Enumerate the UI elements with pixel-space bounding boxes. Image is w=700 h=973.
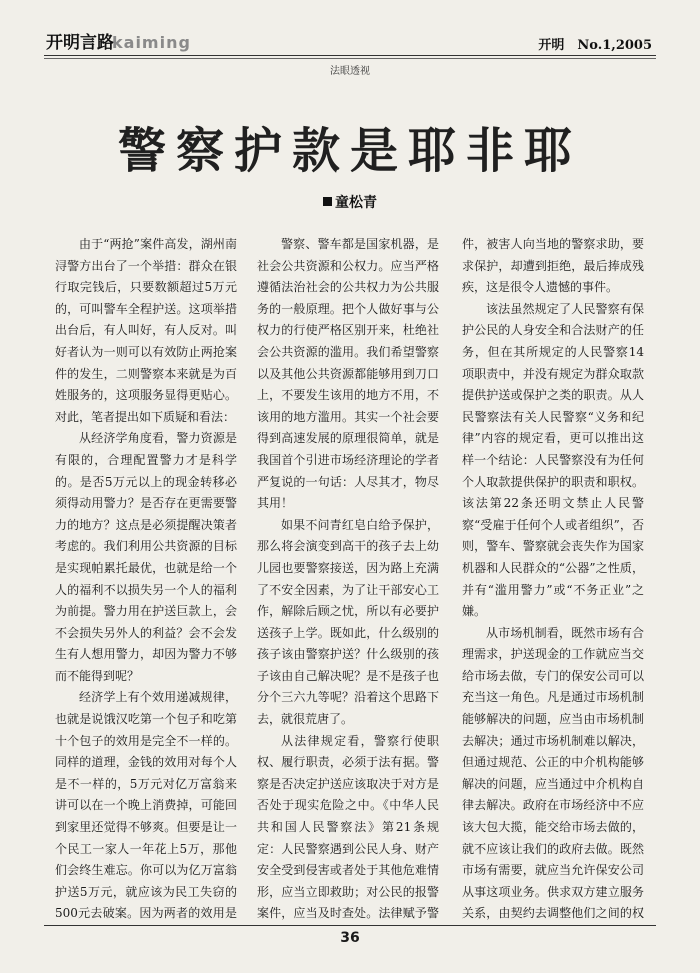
section-label: 法眼透视 (330, 66, 370, 77)
article-column-2 (257, 234, 439, 924)
author-square-icon (323, 197, 332, 206)
magazine-brand: 开明言路 (46, 33, 114, 53)
author-line (0, 192, 700, 212)
paragraph: 该法虽然规定了人民警察有保护公民的人身安全和合法财产的任务，但在其所规定的人民警察14项职责中，并没有规定为群众取款提供护送或保护之类的职责。从人民警察法有关人民警察“义务和纪律”内容的规定看，更可以推出这样一个结论：人民警察没有为任何个人取款提供保护的职责和职权。该法第22条还明文禁止人民警察“受雇于任何个人或者组织”，否则，警车、警察就会丧失作为国家机器和人民群众的“公器”之性质，并有“滥用警力”或“不务正业”之嫌。 (462, 301, 644, 619)
page-header (0, 0, 700, 58)
header-rule-thin (44, 58, 656, 59)
header-rule (44, 55, 656, 56)
article-column-1 (55, 234, 237, 924)
paragraph: 如果不问青红皂白给予保护，那么将会演变到高干的孩子去上幼儿园也要警察接送，因为路上充满了不安全因素，为了让干部安心工作，解除后顾之忧，所以有必要护送孩子上学。既如此，什么级别的孩子该由警察护送？什么级别的孩子该由自己解决呢？是不是孩子也分个三六九等呢？沿着这个思路下去，就很荒唐了。 (257, 517, 439, 727)
paragraph: 从市场机制看，既然市场有合理需求，护送现金的工作就应当交给市场去做，专门的保安公司可以充当这一角色。凡是通过市场机制能够解决的问题，应当由市场机制去解决；通过市场机制难以解决，但通过规范、公正的中介机构能够解决的问题，应当通过中介机构自律去解决。政府在市场经济中不应该大包大揽，能交给市场去做的，就不应该让我们的政府去做。既然市场有需要，就应当允许保安公司从事这项业务。供求双方建立服务关系，由契约去调整他们之间的权 (462, 625, 644, 921)
footer-rule (44, 925, 656, 926)
paragraph-continued: 件，被害人向当地的警察求助，要求保护，却遭到拒绝，最后捧成残疾，这是很令人遗憾的事件。 (462, 237, 644, 295)
issue-label: 开明 No.1,2005 (538, 38, 652, 53)
paragraph: 警察、警车都是国家机器，是社会公共资源和公权力。应当严格遵循法治社会的公共权力为公共服务的一般原理。把个人做好事与公权力的行使严格区别开来，杜绝社会公共资源的滥用。我们希望警察以及其他公共资源都能够用到刀口上，不要发生该用的地方不用，不该用的地方滥用。其实一个社会要得到高速发展的原理很简单，就是我国首个引进市场经济理论的学者严复说的一句话：人尽其才，物尽其用！ (257, 237, 439, 511)
magazine-brand-en: kaiming (112, 33, 191, 52)
paragraph: 从法律规定看，警察行使职权、履行职责，必须于法有据。警察是否决定护送应该取决于对方是否处于现实危险之中。《中华人民共和国人民警察法》第21条规定：人民警察遇到公民人身、财产安全受到侵害或者处于其他危难情形，应当立即救助；对公民的报警案件，应当及时查处。法律赋予警 (257, 733, 439, 921)
article-title: 警察护款是耶非耶 (117, 123, 582, 179)
paragraph: 经济学上有个效用递减规律，也就是说饿汉吃第一个包子和吃第十个包子的效用是完全不一样的。同样的道理，金钱的效用对每个人是不一样的，5万元对亿万富翁来讲可以在一个晚上消费掉，可能回到家里还觉得不够爽。但要是让一个民工一家人一年花上5万，那他们会终生难忘。你可以为亿万富翁护送5万元，就应该为民工失窃的500元去破案。因为两者的效用是 (55, 690, 237, 921)
article-column-3 (462, 234, 644, 924)
paragraph: 由于“两抢”案件高发，湖州南浔警方出台了一个举措：群众在银行取完钱后，只要数额超过5万元的，可叫警车全程护送。这项举措出台后，有人叫好，有人反对。叫好者认为一则可以有效防止两抢案件的发生，二则警察本来就是为百姓服务的，这项服务显得更贴心。对此，笔者提出如下质疑和看法： (55, 237, 237, 424)
page-number: 36 (340, 930, 360, 946)
author-name: 童松青 (335, 195, 377, 211)
paragraph: 从经济学角度看，警力资源是有限的，合理配置警力才是科学的。是否5万元以上的现金转移必须得动用警力？是否存在更需要警力的地方？这点是必须提醒决策者考虑的。我们利用公共资源的目标是实现帕累托最优，也就是给一个人的福利不以损失另一个人的福利为前提。警力用在护送巨款上，会不会损失另外人的利益？会不会发生有人想用警力，却因为警力不够而不能得到呢？ (55, 431, 237, 683)
